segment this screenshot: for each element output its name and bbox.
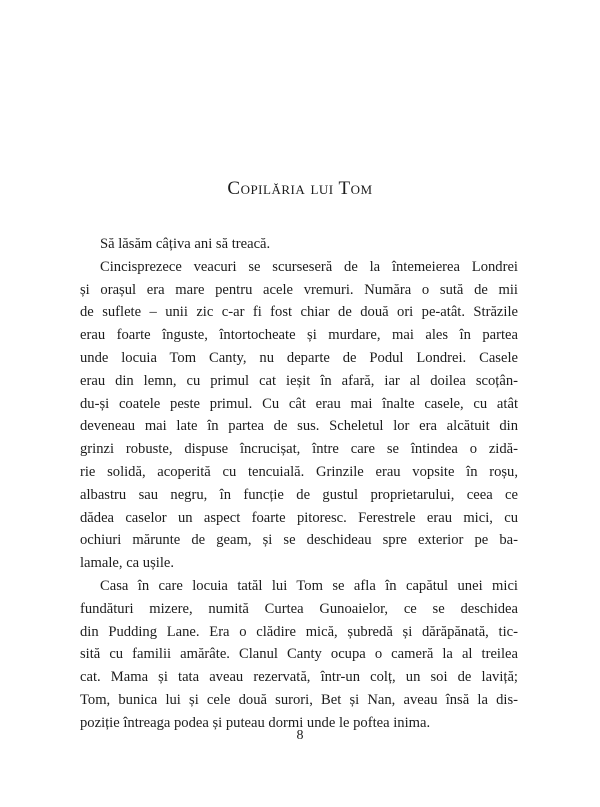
chapter-title: Copilăria lui Tom bbox=[227, 178, 373, 199]
text-line: cat. Mama și tata aveau rezervată, într-un colț, un soi de laviță; bbox=[80, 669, 518, 686]
text-line: din Pudding Lane. Era o clădire mică, șubredă și dărăpănată, tic- bbox=[80, 623, 518, 640]
text-line: și orașul era mare pentru acele vremuri. Număra o sută de mii bbox=[80, 281, 518, 298]
text-line: unde locuia Tom Canty, nu departe de Podul Londrei. Casele bbox=[80, 349, 518, 366]
text-line: rie solidă, acoperită cu tencuială. Grinzile erau vopsite în roșu, bbox=[80, 463, 518, 480]
text-line: ochiuri mărunte de geam, și se deschideau spre exterior pe ba- bbox=[80, 532, 518, 549]
text-line: erau din lemn, cu primul cat ieșit în afară, iar al doilea scoțân- bbox=[80, 372, 518, 389]
text-line: fundături mizere, numită Curtea Gunoaielor, ce se deschidea bbox=[80, 600, 518, 617]
text-line: erau foarte înguste, întortocheate și murdare, mai ales în partea bbox=[80, 327, 518, 344]
text-line: sită cu familii amărâte. Clanul Canty ocupa o cameră la al treilea bbox=[80, 646, 518, 663]
text-line: Să lăsăm câțiva ani să treacă. bbox=[100, 236, 271, 252]
text-line: albastru sau negru, în funcție de gustul proprietarului, ceea ce bbox=[80, 486, 518, 503]
text-line: lamale, ca ușile. bbox=[80, 555, 175, 572]
text-line: Casa în care locuia tatăl lui Tom se afla în capătul unei mici bbox=[100, 577, 518, 594]
text-line: Tom, bunica lui și cele două surori, Bet și Nan, aveau însă la dis- bbox=[80, 691, 518, 708]
text-line: poziție întreaga podea și puteau dormi unde le poftea inima. bbox=[80, 714, 431, 731]
chapter-body bbox=[80, 233, 518, 735]
text-line: deveneau mai late în partea de sus. Scheletul lor era alcătuit din bbox=[80, 418, 518, 435]
text-line: dădea caselor un aspect foarte pitoresc. Ferestrele erau mici, cu bbox=[80, 509, 518, 526]
page-number: 8 bbox=[296, 728, 304, 743]
text-line: Cincisprezece veacuri se scurseseră de la întemeierea Londrei bbox=[100, 258, 518, 275]
text-line: de suflete – unii zic c-ar fi fost chiar de două ori pe-atât. Străzile bbox=[80, 304, 518, 321]
text-line: grinzi robuste, dispuse încrucișat, între care se întindea o zidă- bbox=[80, 441, 518, 458]
text-line: du-și coatele peste primul. Cu cât erau mai înalte casele, cu atât bbox=[80, 395, 518, 412]
